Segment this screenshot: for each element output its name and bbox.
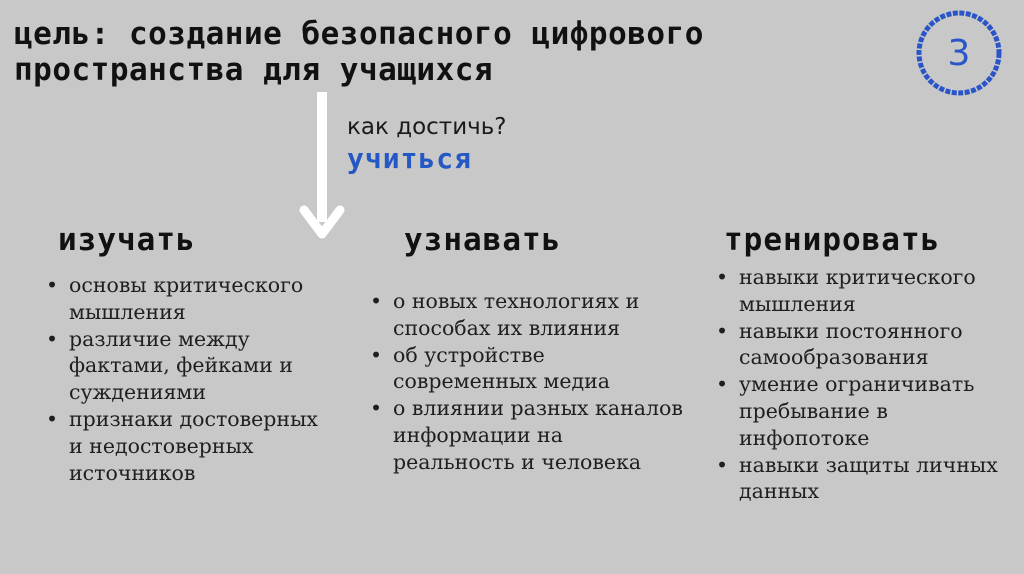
list-item: • о влиянии разных каналов информации на реальность и человека <box>366 395 686 475</box>
column-heading-study: изучать <box>58 222 196 258</box>
list-item: • различие между фактами, фейками и суждениями <box>42 326 332 406</box>
learn-list <box>366 288 686 476</box>
list-item: • навыки критического мышления <box>712 264 1012 318</box>
train-list <box>712 264 1012 505</box>
list-item: • о новых технологиях и способах их влияния <box>366 288 686 342</box>
list-item: • навыки постоянного самообразования <box>712 318 1012 372</box>
list-item: • умение ограничивать пребывание в инфопотоке <box>712 371 1012 451</box>
question-text: как достичь? <box>347 114 507 140</box>
list-item: • основы критического мышления <box>42 272 332 326</box>
list-item: • об устройстве современных медиа <box>366 342 686 396</box>
study-list <box>42 272 332 486</box>
column-heading-learn: узнавать <box>404 222 562 258</box>
title-line-1: цель: создание безопасного цифрового <box>14 16 704 52</box>
column-heading-train: тренировать <box>724 222 941 258</box>
title-line-2: пространства для учащихся <box>14 52 494 88</box>
page-title <box>14 16 914 88</box>
down-arrow-icon <box>298 92 348 252</box>
list-item: • признаки достоверных и недостоверных источников <box>42 406 332 486</box>
slide-number: 3 <box>947 32 971 74</box>
answer-text: учиться <box>347 142 473 175</box>
slide-number-badge <box>912 6 1006 100</box>
list-item: • навыки защиты личных данных <box>712 452 1012 506</box>
